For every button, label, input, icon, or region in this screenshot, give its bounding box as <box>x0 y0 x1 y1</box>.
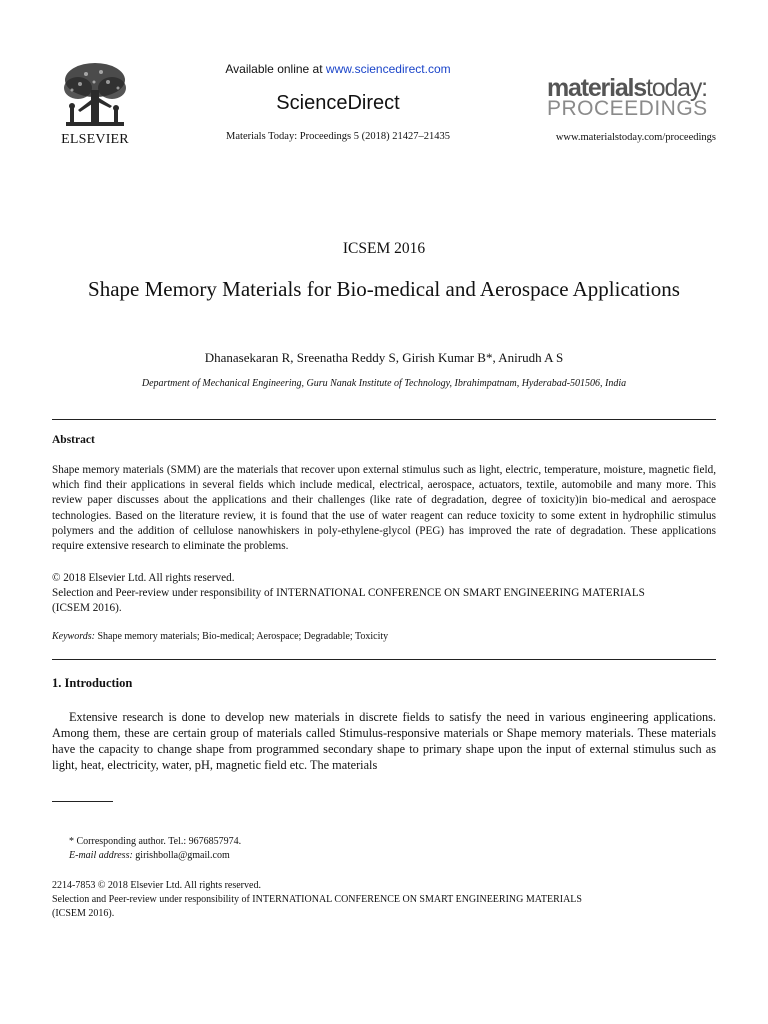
divider-bottom <box>52 659 716 660</box>
keywords-list: Shape memory materials; Bio-medical; Aerospace; Degradable; Toxicity <box>94 631 389 642</box>
author-list: Dhanasekaran R, Sreenatha Reddy S, Girish Kumar B*, Anirudh A S <box>204 350 564 365</box>
elsevier-wordmark: ELSEVIER <box>61 132 129 147</box>
keywords-line <box>52 631 716 642</box>
bottom-peer-review: Selection and Peer-review under responsibility of INTERNATIONAL CONFERENCE ON SMART ENGINEERING MATERIALS (ICSEM 2016). <box>52 894 582 919</box>
affiliation: Department of Mechanical Engineering, Guru Nanak Institute of Technology, Ibrahimpatnam, Hyderabad-501506, India <box>141 378 627 389</box>
abstract-heading: Abstract <box>52 434 95 446</box>
sciencedirect-title: ScienceDirect <box>276 92 400 114</box>
introduction-heading: 1. Introduction <box>52 676 133 690</box>
issn-line: 2214-7853 © 2018 Elsevier Ltd. All rights reserved. <box>52 880 261 891</box>
divider-top <box>52 419 716 420</box>
sciencedirect-link[interactable]: www.sciencedirect.com <box>325 62 451 76</box>
available-online-text: Available online at <box>225 62 326 76</box>
journal-url[interactable]: www.materialstoday.com/proceedings <box>555 132 716 143</box>
copyright-notice: © 2018 Elsevier Ltd. All rights reserved. <box>52 572 235 584</box>
available-online-line <box>180 62 496 76</box>
corresponding-author-footnote: * Corresponding author. Tel.: 9676857974. <box>69 836 242 847</box>
logo-proceedings-text: PROCEEDINGS <box>547 97 708 120</box>
keywords-label: Keywords: <box>52 631 95 642</box>
logo-materials-text: materials <box>547 74 646 102</box>
conference-name: ICSEM 2016 <box>342 240 426 257</box>
paper-title: Shape Memory Materials for Bio-medical and Aerospace Applications <box>88 277 680 301</box>
peer-review-notice: Selection and Peer-review under responsibility of INTERNATIONAL CONFERENCE ON SMART ENGINEERING MATERIALS (ICSEM 2016). <box>52 587 645 614</box>
journal-reference: Materials Today: Proceedings 5 (2018) 21427–21435 <box>226 131 450 142</box>
email-label: E-mail address: <box>69 850 133 861</box>
email-footnote <box>69 850 230 861</box>
footnote-divider <box>52 801 113 802</box>
introduction-text: Extensive research is done to develop new materials in discrete fields to satisfy the need in various engineering applications. Among them, these are certain group of materials called Stimulus-responsive materials or Shape memory materials. These materials have the capacity to change shape from programmed secondary shape to primary shape upon the input of external stimulus such as light, heat, electricity, water, pH, magnetic field etc. The materials <box>52 710 716 772</box>
abstract-text: Shape memory materials (SMM) are the materials that recover upon external stimulus such as light, electric, temperature, moisture, magnetic field, which find their applications in several fields which include medical, electrical, aerospace, actuators, textile, automobile and many more. This review paper discusses about the applications and their challenges (like rate of degradation, degree of toxicity)in bio-medical and aerospace technologies. Based on the literature review, it is found that the use of water reagent can reduce toxicity to some extent in hydrophilic stimulus polymers and the addition of cellulose nanowhiskers in poly-ethylene-glycol (PEG) has improved the rate of degradation. These applications require extensive research to eliminate the problems. <box>52 464 716 553</box>
email-address[interactable]: girishbolla@gmail.com <box>132 850 230 861</box>
logo-today-text: today: <box>646 74 707 102</box>
